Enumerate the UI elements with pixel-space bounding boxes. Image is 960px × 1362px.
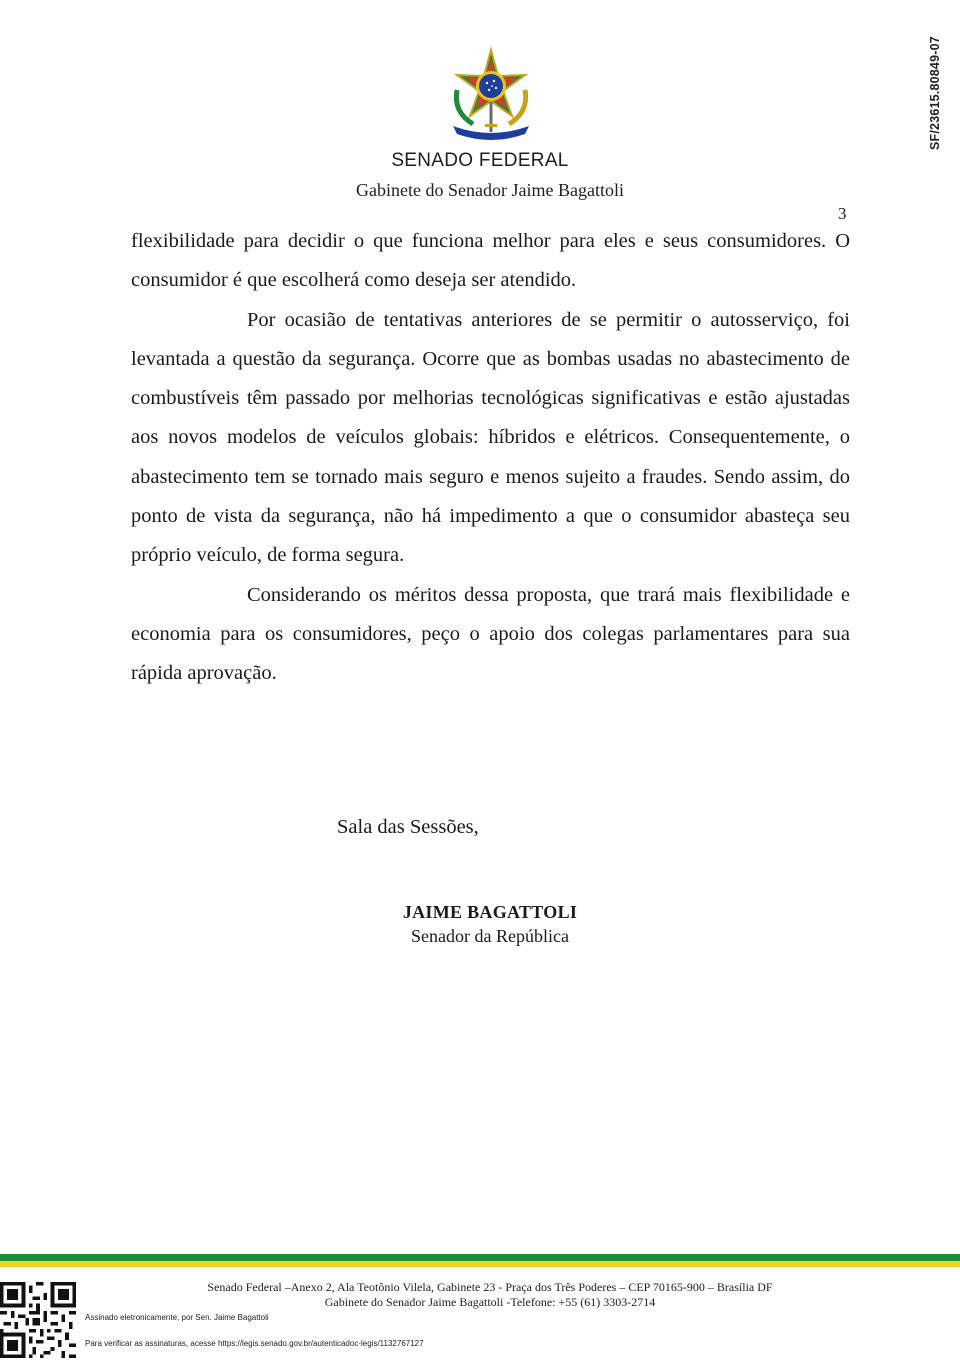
document-identifier: SF/23615.80849-07 <box>928 36 942 150</box>
footer-stripe-yellow <box>0 1261 960 1267</box>
paragraph: flexibilidade para decidir o que funciona melhor para eles e seus consumidores. O consumidor é que escolherá como deseja ser atendido. <box>131 230 850 292</box>
cabinet-name: Gabinete do Senador Jaime Bagattoli <box>356 180 624 200</box>
paragraph: Por ocasião de tentativas anteriores de se permitir o autosserviço, foi levantada a questão da segurança. Ocorre que as bombas usadas no abastecimento de combustíveis têm passado por melhorias tecnológicas significativas e estão ajustadas aos novos modelos de veículos globais: híbridos e elétricos. Consequentemente, o abastecimento tem se tornado mais seguro e menos sujeito a fraudes. Sendo assim, do ponto de vista da segurança, não há impedimento a que o consumidor abasteça seu próprio veículo, de forma segura. <box>131 308 850 567</box>
footer-stripe-green <box>0 1254 960 1261</box>
signatory-name: JAIME BAGATTOLI <box>402 902 578 922</box>
footer-address-line: Senado Federal –Anexo 2, Ala Teotônio Vilela, Gabinete 23 - Praça dos Três Poderes – CEP 70165-900 – Brasília DF <box>207 1280 773 1294</box>
page-number: 3 <box>838 204 847 223</box>
signatory-title: Senador da República <box>411 926 569 946</box>
paragraph: Considerando os méritos dessa proposta, que trará mais flexibilidade e economia para os consumidores, peço o apoio dos colegas parlamentares para sua rápida aprovação. <box>131 583 850 685</box>
document-body <box>131 222 850 694</box>
electronic-signature-note: Assinado eletronicamente, por Sen. Jaime Bagattoli <box>85 1313 269 1322</box>
org-name: SENADO FEDERAL <box>391 150 569 171</box>
verification-link[interactable]: Para verificar as assinaturas, acesse https://legis.senado.gov.br/autenticadoc-legis/1132767127 <box>85 1339 424 1348</box>
brazil-coat-of-arms-icon <box>443 46 539 142</box>
closing-line: Sala das Sessões, <box>337 816 479 838</box>
footer-address <box>0 1280 960 1310</box>
footer-contact-line: Gabinete do Senador Jaime Bagattoli -Telefone: +55 (61) 3303-2714 <box>324 1295 656 1309</box>
